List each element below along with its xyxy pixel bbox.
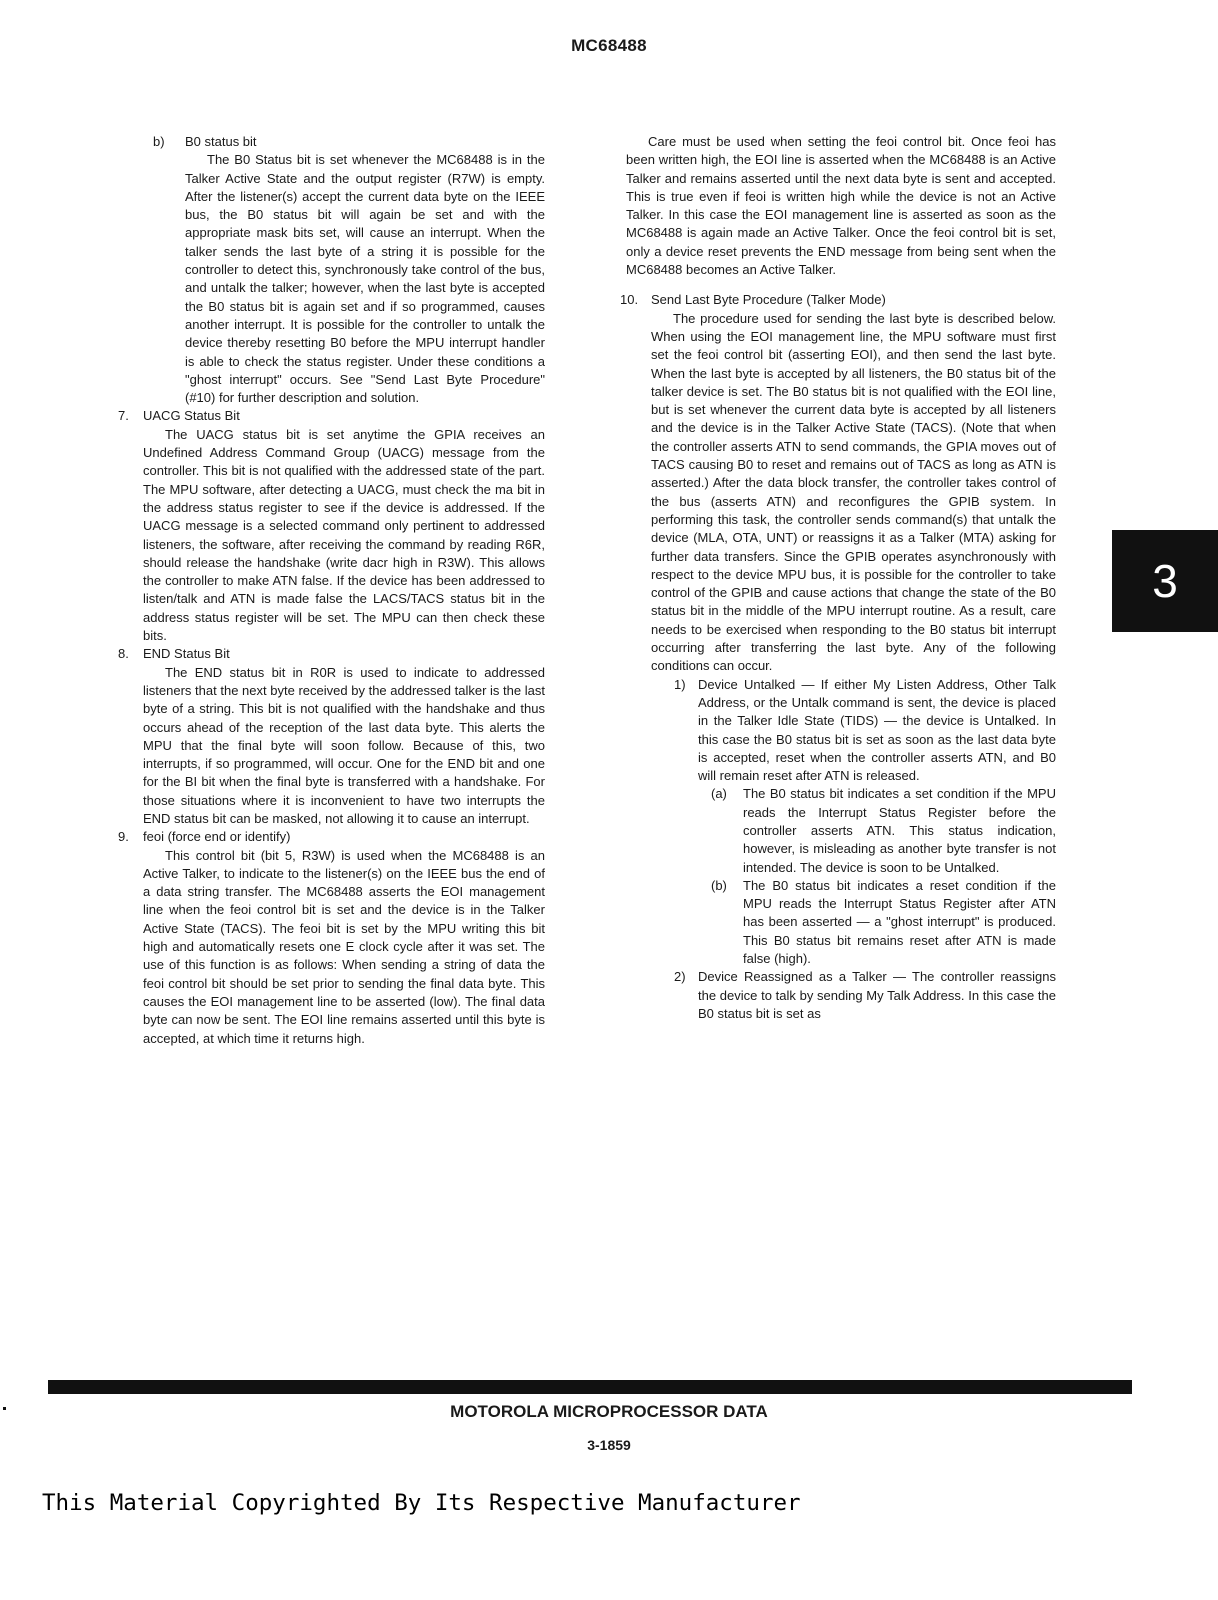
subsection-body: The B0 status bit indicates a reset condition if the MPU reads the Interrupt Status Register after ATN has been asserted — a "ghost interrupt" is produced. This B0 status bit remains reset after ATN is made false (high).	[743, 877, 1056, 967]
footer-rule	[48, 1380, 1132, 1394]
section-body: The UACG status bit is set anytime the GPIA receives an Undefined Address Command Group (UACG) message from the controller. This bit is not qualified with the addressed state of the part. The MPU software, after detecting a UACG, must check the ma bit in the address status register to see if the device is addressed. If the UACG message is a selected command only pertinent to addressed listeners, the software, after receiving the command by reading R6R, should release the handshake (write dacr high in R3W). This allows the controller to make ATN false. If the device has been addressed to listen/talk and ATN is made false the LACS/TACS status bit in the address status register will be set. The MPU can then check these bits.	[143, 426, 545, 644]
section-8	[118, 645, 545, 828]
section-number: 9.	[118, 829, 129, 845]
section-title: B0 status bit	[185, 134, 257, 149]
subsection-a	[698, 785, 1056, 876]
footer-brand: MOTOROLA MICROPROCESSOR DATA	[450, 1402, 768, 1421]
section-number: 8.	[118, 646, 129, 662]
subsection-body: The B0 status bit indicates a set condition if the MPU reads the Interrupt Status Register before the controller asserts ATN. This status indication, however, is misleading as another byte transfer is not intended. The device is soon to be Untalked.	[743, 786, 1056, 875]
subsection-b	[698, 877, 1056, 968]
copyright-notice: This Material Copyrighted By Its Respective Manufacturer	[42, 1490, 801, 1516]
section-body: This control bit (bit 5, R3W) is used when the MC68488 is an Active Talker, to indicate to the listener(s) on the IEEE bus the end of a data string transfer. The MC68488 asserts the EOI management line when the feoi control bit is set and the device is in the Talker Active State (TACS). The feoi bit is set by the MPU writing this bit high and automatically resets one E clock cycle after it was set. The use of this function is as follows: When sending a string of data the feoi control bit should be set prior to sending the final data byte. This causes the EOI management line to be asserted (low). The final data byte can now be sent. The EOI line remains asserted until this byte is accepted, at which time it returns high.	[143, 847, 545, 1046]
section-number: b)	[153, 134, 165, 149]
subsection-2	[651, 968, 1056, 1023]
section-title: END Status Bit	[143, 646, 230, 662]
subsection-body: Device Reassigned as a Talker — The controller reassigns the device to talk by sending My Talk Address. In this case the B0 status bit is set as	[698, 969, 1056, 1021]
page-header: MC68488	[571, 36, 647, 55]
section-9	[118, 828, 545, 1048]
intro-paragraph: Care must be used when setting the feoi control bit. Once feoi has been written high, the EOI line is asserted when the MC68488 is an Active Talker and remains asserted until the next data byte is sent and accepted. This is true even if feoi is written high while the device is not an Active Talker. In this case the EOI management line is asserted as soon as the MC68488 is again made an Active Talker. Once the feoi control bit is set, only a device reset prevents the END message from being sent when the MC68488 becomes an Active Talker.	[626, 134, 1056, 278]
section-title: feoi (force end or identify)	[143, 829, 291, 845]
section-body: The procedure used for sending the last byte is described below. When using the EOI management line, the MPU software must first set the feoi control bit (asserting EOI), and then send the last byte. When the last byte is accepted by all listeners, the B0 status bit of the talker device is set. The B0 status bit is not qualified with the EOI line, but is set whenever the current data byte is accepted by all listeners and the device is in the Talker Active State (TACS). (Note that when the controller asserts ATN to send commands, the GPIA moves out of TACS causing B0 to reset and remains out of TACS as long as ATN is asserted.) After the data block transfer, the controller takes control of the bus (asserts ATN) and reconfigures the GPIB system. In performing this task, the controller sends command(s) that untalk the device (MLA, OTA, UNT) or reassigns it as a Talker (MTA) asking for further data transfers. Since the GPIB operates asynchronously with respect to the device MPU bus, it is possible for the controller to take control of the GPIB and cause actions that change the state of the B0 status bit in the middle of the MPU interrupt routine. As a result, care needs to be exercised when responding to the B0 status bit interrupt occurring after transferring the last byte. Any of the following conditions can occur.	[651, 310, 1056, 674]
section-title: Send Last Byte Procedure (Talker Mode)	[651, 292, 886, 308]
subsection-number: 2)	[674, 969, 686, 985]
section-number: 7.	[118, 408, 129, 424]
subsection-1	[651, 676, 1056, 969]
section-b0	[118, 133, 545, 407]
subsection-number: (a)	[711, 786, 727, 802]
subsection-body: Device Untalked — If either My Listen Address, Other Talk Address, or the Untalk command is sent, the device is placed in the Talker Idle State (TIDS) — the device is Untalked. In this case the B0 status bit is set as soon as the last data byte is accepted, reset when the controller asserts ATN, and B0 will remain reset after ATN is released.	[698, 676, 1056, 784]
chapter-tab: 3	[1112, 530, 1218, 632]
section-body: The END status bit in R0R is used to indicate to addressed listeners that the next byte received by the addressed talker is the last byte of a string. This bit is not qualified with the handshake and thus occurs ahead of the reception of the last data byte. This alerts the MPU that the final byte will soon follow. Because of this, two interrupts, if so programmed, will occur. One for the END bit and one for the BI bit when the final byte is transferred with a handshake. For those situations where it is inconvenient to have two interrupts the END status bit can be masked, not allowing it to cause an interrupt.	[143, 664, 545, 826]
section-body: The B0 Status bit is set whenever the MC68488 is in the Talker Active State and the output register (R7W) is empty. After the listener(s) accept the current data byte on the IEEE bus, the B0 status bit will again be set and with the appropriate mask bits set, will cause an interrupt. When the talker sends the last byte of a string it is possible for the controller to detect this, synchronously take control of the bus, and untalk the talker; however, when the last byte is accepted the B0 status bit is again set and if so programmed, causes another interrupt. It is possible for the controller to untalk the device thereby resetting B0 before the MPU interrupt handler is able to check the status register. Under these conditions a "ghost interrupt" occurs. See "Send Last Byte Procedure" (#10) for further description and solution.	[185, 152, 545, 406]
right-column	[620, 133, 1056, 1023]
section-number: 10.	[620, 292, 639, 308]
page-number: 3-1859	[587, 1437, 631, 1453]
section-7	[118, 407, 545, 645]
section-title: UACG Status Bit	[143, 408, 240, 424]
subsection-number: (b)	[711, 877, 727, 893]
left-column	[118, 133, 545, 1048]
subsection-number: 1)	[674, 676, 686, 692]
section-10	[620, 291, 1056, 1023]
